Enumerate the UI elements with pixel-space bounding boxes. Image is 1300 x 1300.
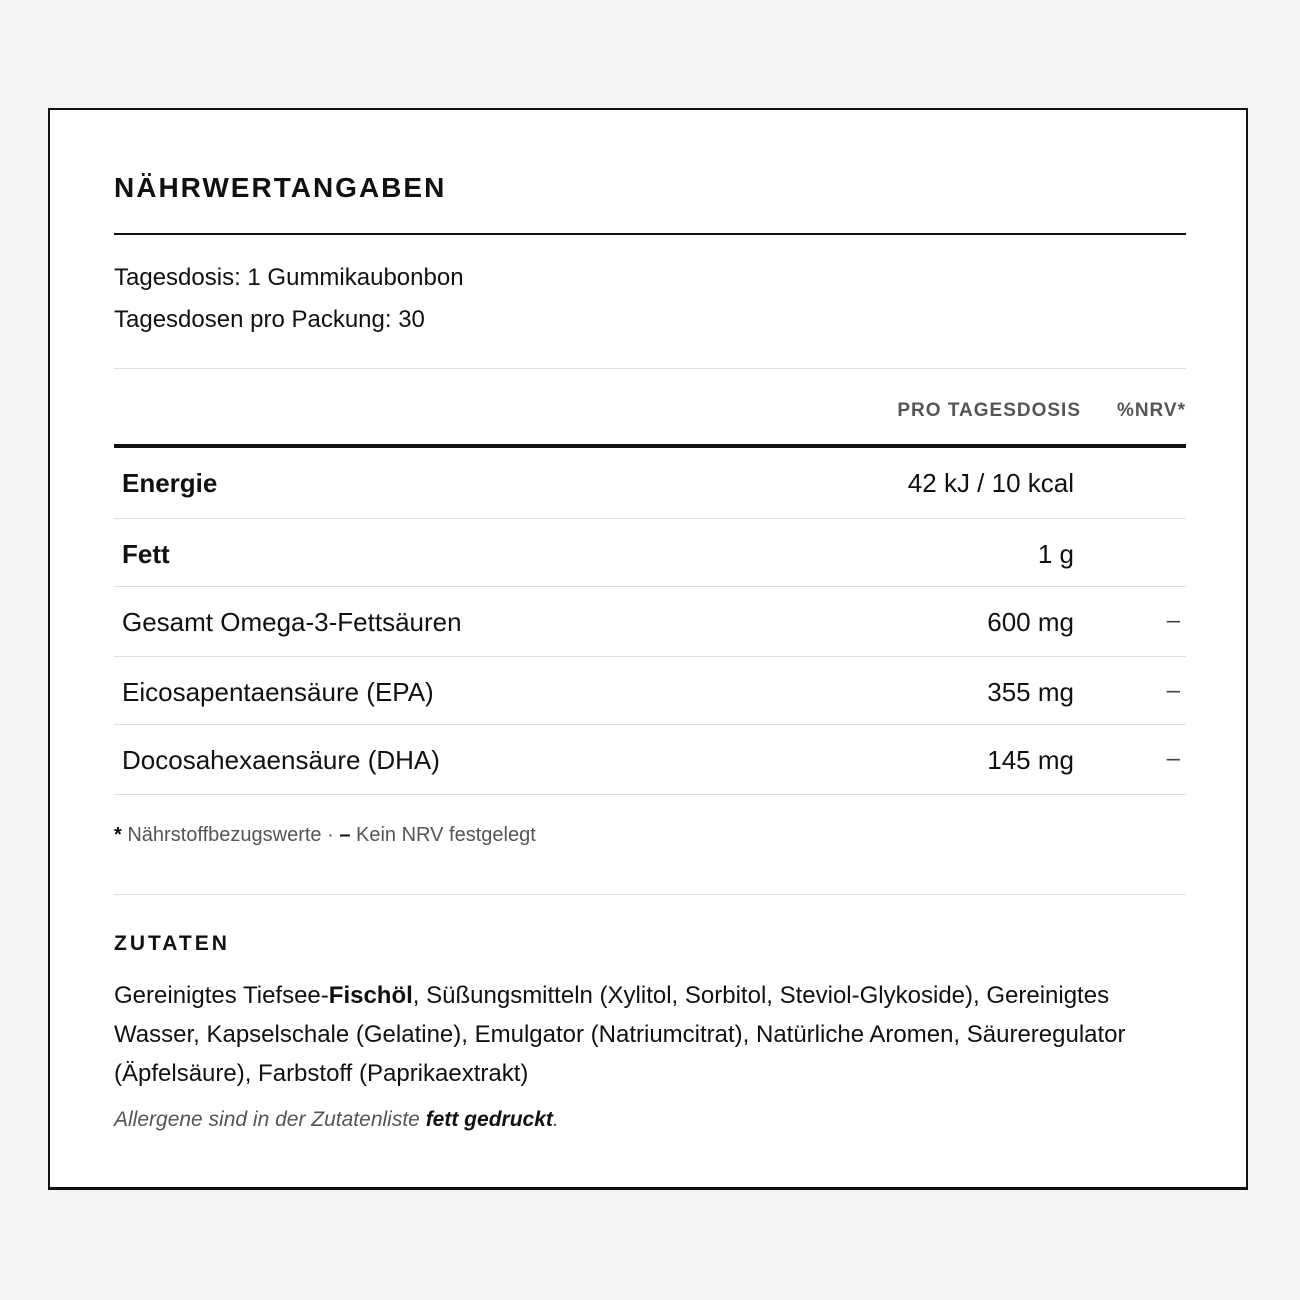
- table-row: [114, 657, 1186, 725]
- allergen-note-end: .: [552, 1108, 559, 1131]
- nutrient-amount: 42 kJ / 10 kcal: [907, 468, 1074, 498]
- footnote-dash-text: Kein NRV festgelegt: [356, 824, 536, 846]
- footnote-dash: –: [339, 824, 351, 846]
- nutrition-title: NÄHRWERTANGABEN: [114, 172, 447, 203]
- table-row: [114, 587, 1186, 657]
- nutrition-card: [48, 108, 1248, 1190]
- serving-divider: [114, 368, 1186, 369]
- allergen-highlight: Fischöl: [328, 982, 413, 1009]
- nutrient-amount: 355 mg: [987, 677, 1074, 707]
- allergen-note-start: Allergene sind in der Zutatenliste: [114, 1108, 426, 1131]
- nutrient-name: Energie: [122, 468, 218, 498]
- footnote-star: *: [114, 824, 122, 846]
- title-divider: [114, 233, 1186, 235]
- nutrient-name: Docosahexaensäure (DHA): [122, 745, 440, 775]
- nutrient-name: Eicosapentaensäure (EPA): [122, 677, 434, 707]
- nutrient-amount: 600 mg: [987, 607, 1074, 637]
- allergen-note: [114, 1108, 559, 1132]
- allergen-note-strong: fett gedruckt: [425, 1108, 553, 1131]
- nutrient-name: Gesamt Omega-3-Fettsäuren: [122, 607, 462, 637]
- footnote-star-text: Nährstoffbezugswerte ·: [127, 824, 334, 846]
- ingredients-list: [114, 976, 1194, 1093]
- serving-size: Tagesdosis: 1 Gummikaubonbon: [114, 264, 464, 291]
- nutrient-amount: 1 g: [1037, 539, 1074, 569]
- nutrient-nrv: –: [1166, 607, 1180, 634]
- table-row: [114, 519, 1186, 587]
- servings-per-pack: Tagesdosen pro Packung: 30: [114, 306, 425, 333]
- table-row: [114, 725, 1186, 795]
- nutrient-amount: 145 mg: [987, 745, 1074, 775]
- table-row: [114, 448, 1186, 519]
- nutrient-nrv: –: [1166, 745, 1180, 772]
- nrv-footnote: [114, 824, 536, 847]
- ingredients-text-rest: , Süßungsmitteln (Xylitol, Sorbitol, Steviol-Glykoside), Gereinigtes Wasser, Kapselschale (Gelatine), Emulgator (Natriumcitrat), Natürliche Aromen, Säureregulator (Äpfelsäure), Farbstoff (Paprikaextrakt): [114, 982, 1126, 1087]
- column-header-dose: PRO TAGESDOSIS: [897, 400, 1081, 421]
- section-divider: [114, 894, 1186, 895]
- nutrient-nrv: –: [1166, 677, 1180, 704]
- ingredients-text-start: Gereinigtes Tiefsee-: [114, 982, 329, 1009]
- nutrient-name: Fett: [122, 539, 170, 569]
- column-header-nrv: %NRV*: [1116, 400, 1186, 421]
- ingredients-title: ZUTATEN: [114, 932, 230, 955]
